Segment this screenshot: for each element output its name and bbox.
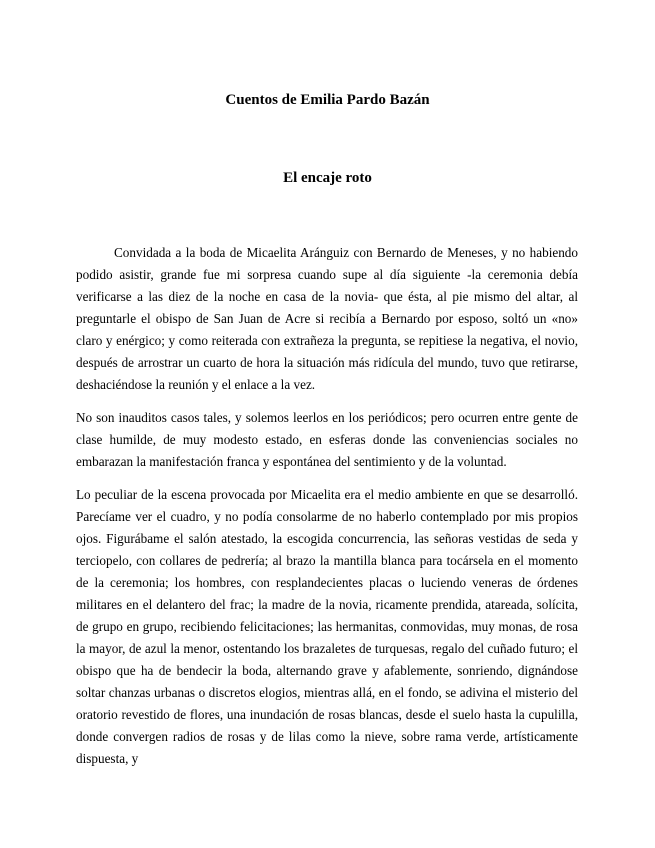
story-title: El encaje roto xyxy=(283,170,372,186)
paragraph-3: Lo peculiar de la escena provocada por Micaelita era el medio ambiente en que se desarrolló. Parecíame ver el cuadro, y no podía consolarme de no haberlo contemplado por mis propios ojos. Figurábame el salón atestado, la escogida concurrencia, las señoras vestidas de seda y terciopelo, con collares de pedrería; al brazo la mantilla blanca para tocársela en el momento de la ceremonia; los hombres, con resplandecientes placas o luciendo veneras de órdenes militares en el delantero del frac; la madre de la novia, ricamente prendida, atareada, solícita, de grupo en grupo, recibiendo felicitaciones; las hermanitas, conmovidas, muy monas, de rosa la mayor, de azul la menor, ostentando los brazaletes de turquesas, regalo del cuñado futuro; el obispo que ha de bendecir la boda, alternando grave y afablemente, sonriendo, dignándose soltar chanzas urbanas o discretos elogios, mientras allá, en el fondo, se adivina el misterio del oratorio revestido de flores, una inundación de rosas blancas, desde el suelo hasta la cupulilla, donde convergen radios de rosas y de lilas como la nieve, sobre rama verde, artísticamente dispuesta, y xyxy=(76,487,578,766)
story-body xyxy=(76,242,578,781)
paragraph-2: No son inauditos casos tales, y solemos leerlos en los periódicos; pero ocurren entre gente de clase humilde, de muy modesto estado, en esferas donde las conveniencias sociales no embarazan la manifestación franca y espontánea del sentimiento y de la voluntad. xyxy=(76,410,578,469)
paragraph-1: Convidada a la boda de Micaelita Aránguiz con Bernardo de Meneses, y no habiendo podido asistir, grande fue mi sorpresa cuando supe al día siguiente -la ceremonia debía verificarse a las diez de la noche en casa de la novia- que ésta, al pie mismo del altar, al preguntarle el obispo de San Juan de Acre si recibía a Bernardo por esposo, soltó un «no» claro y enérgico; y como reiterada con extrañeza la pregunta, se repitiese la negativa, el novio, después de arrostrar un cuarto de hora la situación más ridícula del mundo, tuvo que retirarse, deshaciéndose la reunión y el enlace a la vez. xyxy=(76,245,578,392)
book-title: Cuentos de Emilia Pardo Bazán xyxy=(225,92,430,108)
